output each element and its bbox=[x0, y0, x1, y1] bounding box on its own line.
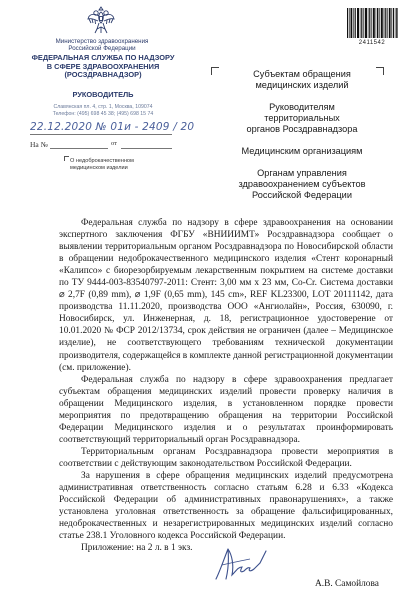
recipient-line: здравоохранением субъектов bbox=[238, 179, 366, 189]
recipient-line: Медицинским организациям bbox=[241, 146, 363, 156]
handwritten-registration: 22.12.2020 № 01и - 2409 / 20 bbox=[30, 121, 195, 133]
recipient-line bbox=[222, 135, 382, 146]
recipient-line: органов Росздравнадзора bbox=[246, 124, 358, 134]
service-line: ФЕДЕРАЛЬНАЯ СЛУЖБА ПО НАДЗОРУ bbox=[31, 53, 175, 62]
recipient-line: медицинских изделий bbox=[255, 80, 349, 90]
barcode-icon bbox=[346, 8, 398, 38]
from-label: от bbox=[111, 140, 118, 147]
ministry-line: Министерство здравоохранения bbox=[55, 38, 149, 45]
signer-name: А.В. Самойлова bbox=[315, 579, 379, 589]
recipient-line bbox=[222, 91, 382, 102]
barcode-number: 2411542 bbox=[358, 40, 386, 46]
from-underline bbox=[121, 148, 172, 149]
subject-line bbox=[70, 158, 170, 172]
recipient-bracket-left bbox=[211, 67, 219, 75]
recipient-line: территориальных bbox=[264, 113, 340, 123]
body-paragraph: Федеральная служба по надзору в сфере здравоохранения на основании экспертного заключения ФГБУ «ВНИИИМТ» Росздравнадзора сообщает о выявлении территориальным органом Росздравнадзора по Новосибирской области в обращении недоброкачественного медицинского изделия «Стент коронарный «Калипсо» с биорезорбируемым лекарственным покрытием на системе доставки по ТУ 9444-003-83540797-2011: Стент: 3,00 мм х 23 мм, Со-Cr. Система доставки ⌀ 2,7F (0,89 mm), ⌀ 1,9F (0,65 mm), 145 cm», REF KL23300, LOT 20111142, дата производства 11.11.2020, производства ООО «Ангиолайн», Россия, 630090, г. Новосибирск, ул. Инженерная, д. 18, регистрационное удостоверение от 10.01.2020 № ФСР 2012/13734, срок действия не ограничен (далее – Медицинское изделие), не соответствующего требованиям технической документации производителя, содержащейся в комплекте данной регистрационной документации (см. приложение). bbox=[59, 218, 393, 373]
subject-text: О недоброкачественном bbox=[70, 158, 134, 164]
ministry-name bbox=[40, 38, 164, 53]
address-line: Славянская пл. 4, стр. 1, Москва, 109074 bbox=[53, 104, 153, 110]
service-name bbox=[30, 54, 176, 80]
body-paragraph: Федеральная служба по надзору в сфере здравоохранения предлагает субъектам обращения медицинских изделий провести проверку наличия в обращении Медицинского изделия, в установленном порядке провести мероприятия по предотвращению обращения на территории Российской Федерации Медицинского изделия и о результатах проинформировать соответствующий территориальный орган Росздравнадзора. bbox=[59, 374, 393, 445]
number-label: На № bbox=[30, 140, 48, 149]
address-block bbox=[30, 104, 176, 117]
number-underline bbox=[50, 148, 108, 149]
service-line: (РОСЗДРАВНАДЗОР) bbox=[64, 70, 142, 80]
body-paragraph: За нарушения в сфере обращения медицинских изделий предусмотрена административная ответственность согласно статьям 6.28 и 6.33 «Кодекса Российской Федерации об административных правонарушениях», а также установлена уголовная ответственность за обращение фальсифицированных, недоброкачественных и незарегистрированных медицинских изделий согласно статье 238.1 Уголовного кодекса Российской Федерации. bbox=[59, 470, 393, 542]
letter-body bbox=[59, 217, 393, 554]
ministry-line: Российской Федерации bbox=[68, 45, 136, 53]
attachment-note: Приложение: на 2 л. в 1 экз. bbox=[81, 543, 193, 554]
recipient-block bbox=[222, 69, 382, 201]
department-title: РУКОВОДИТЕЛЬ bbox=[72, 90, 134, 99]
body-paragraph: Территориальным органам Росздравнадзора провести мероприятия в соответствии с действующим законодательством Российской Федерации. bbox=[59, 446, 393, 469]
handwritten-signature-icon bbox=[210, 541, 270, 585]
recipient-line: Руководителям bbox=[269, 102, 335, 112]
recipient-line: Субъектам обращения bbox=[253, 69, 351, 79]
recipient-line: Органам управления bbox=[257, 168, 347, 178]
date-underline bbox=[30, 134, 172, 135]
recipient-line: Российской Федерации bbox=[252, 190, 352, 200]
address-line: Телефон: (495) 698 45 38; (495) 698 15 74 bbox=[52, 110, 154, 117]
service-line: В СФЕРЕ ЗДРАВООХРАНЕНИЯ bbox=[46, 61, 160, 71]
eagle-emblem-icon bbox=[86, 4, 116, 36]
subject-bracket bbox=[64, 156, 69, 161]
recipient-line bbox=[222, 157, 382, 168]
subject-text: медицинском изделии bbox=[70, 164, 128, 171]
